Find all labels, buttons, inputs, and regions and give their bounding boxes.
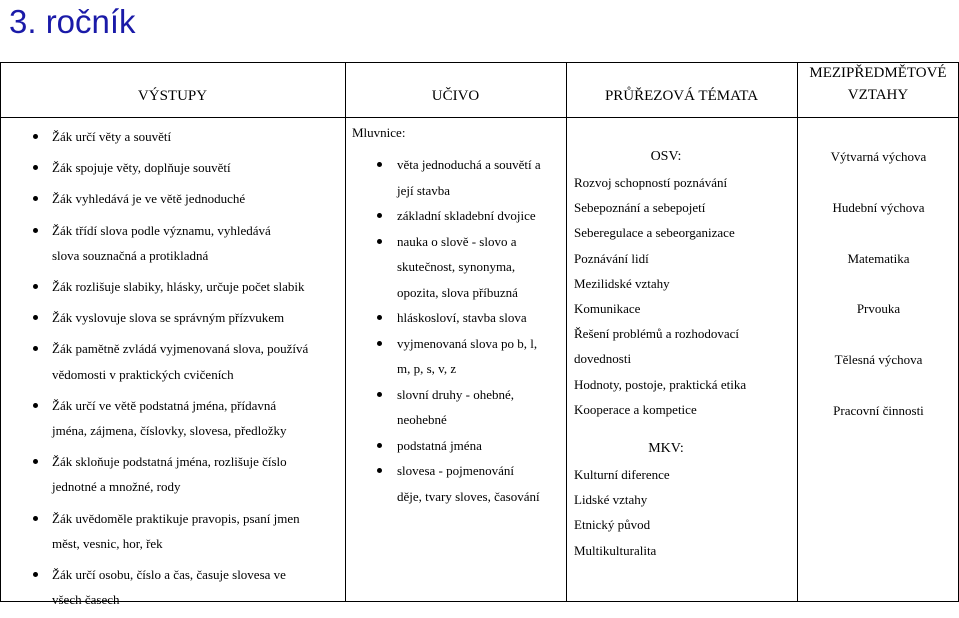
header-ucivo: UČIVO bbox=[431, 88, 480, 104]
prurezova-item: Poznávání lidí bbox=[574, 250, 649, 266]
header-divider bbox=[0, 117, 959, 118]
vystup-item bbox=[0, 393, 345, 449]
vystup-item bbox=[0, 305, 345, 336]
prurezova-item: Rozvoj schopností poznávání bbox=[574, 175, 728, 190]
text-line: Žák určí ve větě podstatná jména, přídavná bbox=[52, 397, 277, 413]
bullet-icon bbox=[377, 468, 382, 473]
page-title-bar bbox=[0, 0, 959, 63]
prurezova-temata-column bbox=[566, 144, 766, 563]
text-line: vědomosti v praktických cvičeních bbox=[52, 366, 234, 382]
bullet-icon bbox=[33, 196, 38, 201]
text-line: slovesa - pojmenování bbox=[397, 463, 514, 478]
section-title: MKV: bbox=[648, 441, 684, 457]
bullet-icon bbox=[377, 341, 382, 346]
text-line: základní skladební dvojice bbox=[397, 208, 536, 223]
text-line: Žák uvědoměle praktikuje pravopis, psaní jmen bbox=[52, 510, 300, 526]
text-line: Žák spojuje věty, doplňuje souvětí bbox=[52, 160, 231, 176]
bullet-icon bbox=[33, 403, 38, 408]
prurezova-item: Řešení problémů a rozhodovací bbox=[574, 326, 739, 342]
vystup-item bbox=[0, 562, 345, 618]
text-line: nauka o slově - slovo a bbox=[397, 233, 517, 249]
mezipredmetovy-vztah: Hudební výchova bbox=[832, 199, 925, 215]
prurezova-section bbox=[566, 144, 766, 422]
prurezova-item: Lidské vztahy bbox=[574, 492, 648, 508]
text-line: Žák rozlišuje slabiky, hlásky, určuje počet slabik bbox=[52, 279, 305, 295]
text-line: všech časech bbox=[52, 592, 120, 608]
bullet-icon bbox=[33, 134, 38, 139]
bullet-icon bbox=[33, 165, 38, 170]
prurezova-item: Hodnoty, postoje, praktická etika bbox=[574, 376, 747, 392]
ucivo-item bbox=[352, 331, 562, 382]
prurezova-item: Kulturní diference bbox=[574, 467, 670, 483]
prurezova-item: dovednosti bbox=[574, 351, 632, 367]
column-divider-1 bbox=[345, 62, 346, 602]
vystupy-list bbox=[0, 124, 345, 618]
prurezova-item: Etnický původ bbox=[574, 517, 651, 533]
vystup-item bbox=[0, 218, 345, 274]
prurezova-item: Sebepoznání a sebepojetí bbox=[574, 200, 706, 216]
bullet-icon bbox=[377, 239, 382, 244]
text-line: věta jednoduchá a souvětí a bbox=[397, 157, 541, 172]
mezipredmetove-vztahy-column bbox=[798, 144, 959, 449]
bullet-icon bbox=[33, 346, 38, 351]
header-mezipredmetove-line2: VZTAHY bbox=[847, 87, 909, 103]
ucivo-column bbox=[352, 123, 562, 509]
text-line: slovní druhy - ohebné, bbox=[397, 386, 514, 402]
ucivo-item bbox=[352, 382, 562, 433]
header-mezipredmetove-vztahy bbox=[797, 62, 959, 106]
prurezova-section bbox=[566, 436, 766, 563]
text-line: neohebné bbox=[397, 412, 447, 427]
text-line: Žák třídí slova podle významu, vyhledává bbox=[52, 222, 271, 238]
mezipredmetovy-vztah: Matematika bbox=[847, 250, 910, 266]
header-prurezova-temata: PRŮŘEZOVÁ TÉMATA bbox=[604, 88, 759, 104]
vystup-item bbox=[0, 274, 345, 305]
text-line: jednotné a množné, rody bbox=[52, 479, 181, 495]
text-line: podstatná jména bbox=[397, 437, 482, 453]
bullet-icon bbox=[377, 443, 382, 448]
section-title: OSV: bbox=[650, 149, 682, 164]
ucivo-list bbox=[352, 152, 562, 509]
text-line: Žák vyslovuje slova se správným přízvukem bbox=[52, 310, 285, 326]
vystup-item bbox=[0, 449, 345, 505]
ucivo-heading: Mluvnice: bbox=[352, 125, 406, 140]
header-mezipredmetove-line1: MEZIPŘEDMĚTOVÉ bbox=[809, 65, 947, 81]
text-line: m, p, s, v, z bbox=[397, 361, 457, 376]
text-line: měst, vesnic, hor, řek bbox=[52, 535, 163, 551]
header-vystupy: VÝSTUPY bbox=[137, 88, 208, 104]
vystup-item bbox=[0, 506, 345, 562]
ucivo-item bbox=[352, 229, 562, 306]
bullet-icon bbox=[33, 284, 38, 289]
text-line: Žák určí věty a souvětí bbox=[52, 129, 172, 144]
bullet-icon bbox=[377, 213, 382, 218]
prurezova-item: Multikulturalita bbox=[574, 542, 657, 558]
bullet-icon bbox=[33, 516, 38, 521]
prurezova-item: Kooperace a kompetice bbox=[574, 401, 697, 417]
bullet-icon bbox=[377, 392, 382, 397]
text-line: Žák skloňuje podstatná jména, rozlišuje číslo bbox=[52, 454, 287, 470]
prurezova-item: Komunikace bbox=[574, 301, 641, 317]
bullet-icon bbox=[377, 162, 382, 167]
page-title: 3. ročník bbox=[9, 3, 136, 40]
ucivo-item bbox=[352, 433, 562, 459]
bullet-icon bbox=[33, 572, 38, 577]
text-line: Žák pamětně zvládá vyjmenovaná slova, používá bbox=[52, 341, 309, 357]
ucivo-item bbox=[352, 152, 562, 203]
text-line: děje, tvary sloves, časování bbox=[397, 488, 540, 504]
text-line: Žák určí osobu, číslo a čas, časuje slovesa ve bbox=[52, 567, 286, 583]
text-line: jména, zájmena, číslovky, slovesa, předložky bbox=[52, 423, 287, 439]
text-line: opozita, slova příbuzná bbox=[397, 284, 518, 300]
text-line: hláskosloví, stavba slova bbox=[397, 310, 527, 325]
vystup-item bbox=[0, 336, 345, 392]
prurezova-item: Mezilidské vztahy bbox=[574, 275, 670, 291]
prurezova-item: Seberegulace a sebeorganizace bbox=[574, 225, 735, 241]
bullet-icon bbox=[33, 315, 38, 320]
text-line: slova souznačná a protikladná bbox=[52, 247, 209, 263]
ucivo-item bbox=[352, 305, 562, 331]
mezipredmetovy-vztah: Tělesná výchova bbox=[834, 352, 923, 368]
vystup-item bbox=[0, 186, 345, 217]
vystupy-column bbox=[0, 124, 345, 618]
ucivo-item bbox=[352, 203, 562, 229]
mezipredmetovy-vztah: Pracovní činnosti bbox=[833, 402, 924, 418]
text-line: Žák vyhledává je ve větě jednoduché bbox=[52, 191, 246, 207]
vystup-item bbox=[0, 124, 345, 155]
bullet-icon bbox=[33, 459, 38, 464]
text-line: její stavba bbox=[397, 182, 451, 198]
bullet-icon bbox=[33, 228, 38, 233]
mezipredmetovy-vztah: Výtvarná výchova bbox=[830, 149, 927, 164]
text-line: vyjmenovaná slova po b, l, bbox=[397, 335, 538, 351]
vystup-item bbox=[0, 155, 345, 186]
mezipredmetovy-vztah: Prvouka bbox=[856, 301, 901, 317]
bullet-icon bbox=[377, 315, 382, 320]
text-line: skutečnost, synonyma, bbox=[397, 259, 516, 274]
ucivo-item bbox=[352, 458, 562, 509]
